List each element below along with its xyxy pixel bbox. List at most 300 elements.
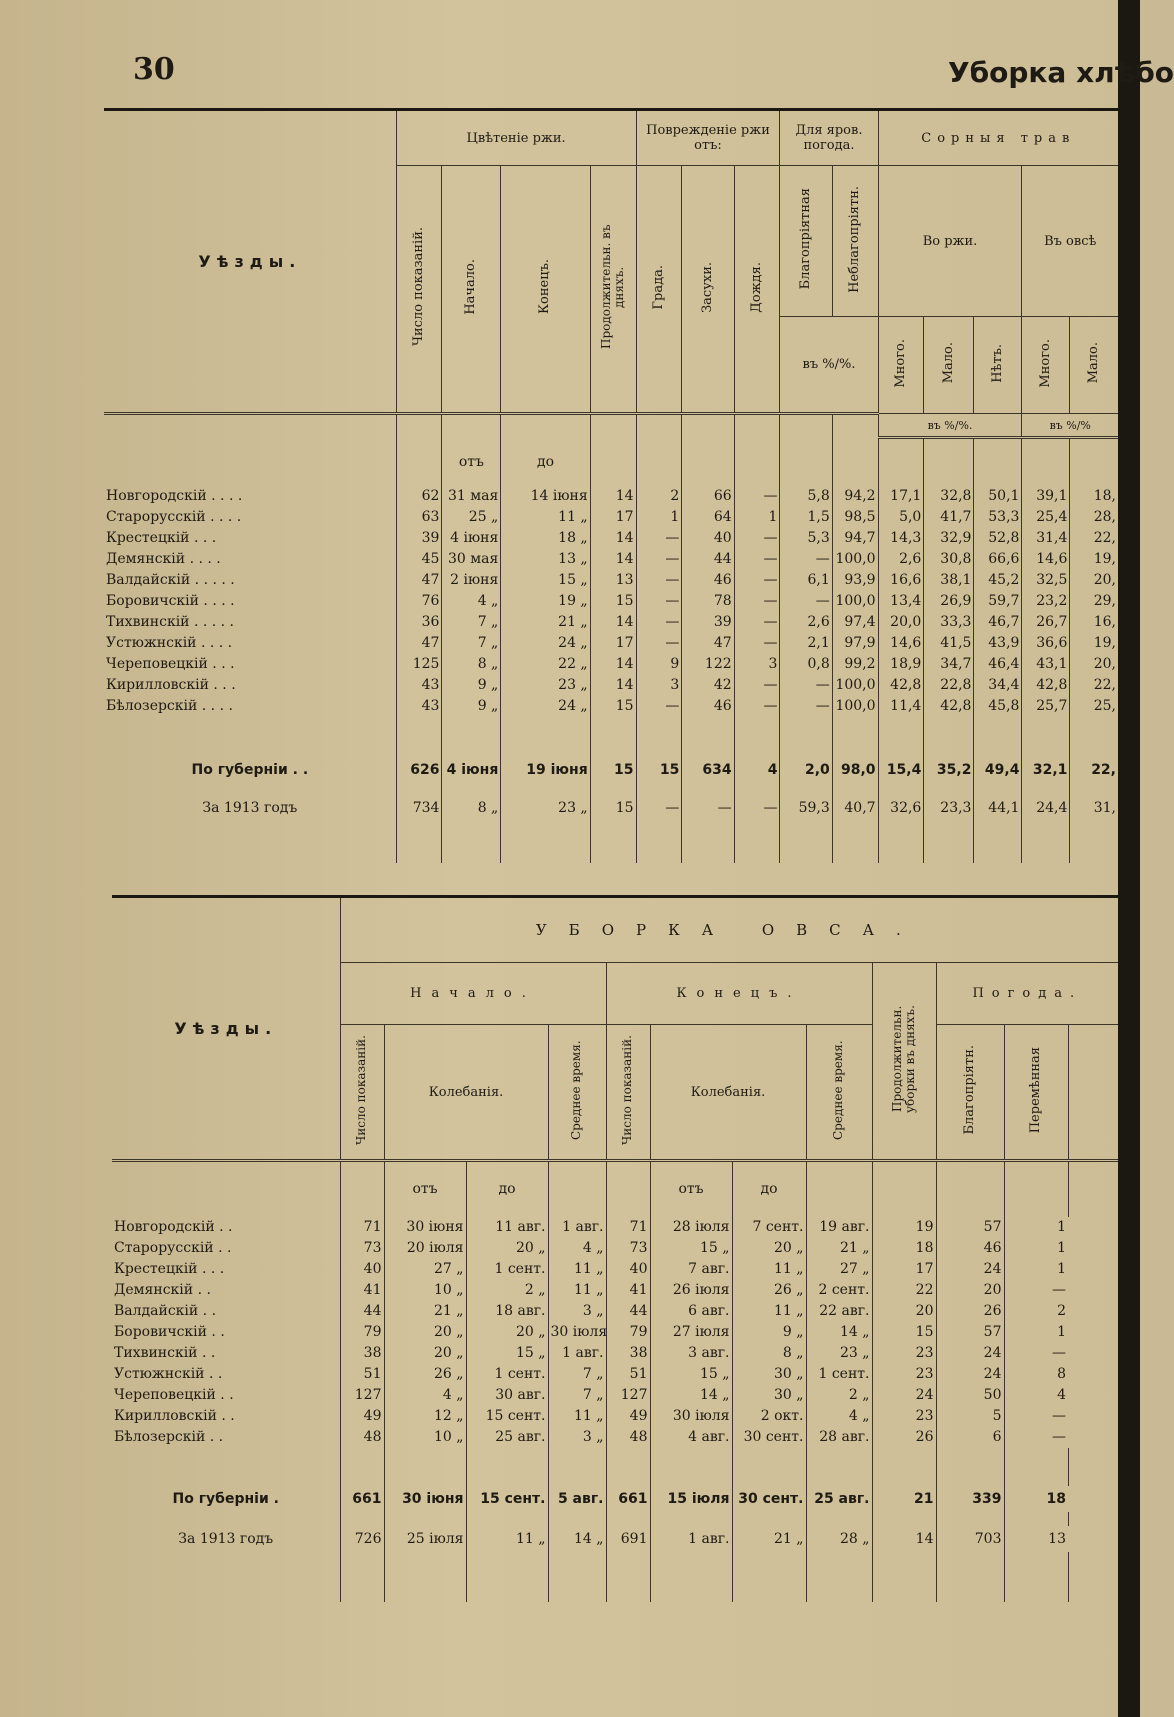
row-cell: —	[636, 696, 682, 717]
row-cell: 18,9	[878, 654, 924, 675]
row-cell: 11 „	[501, 507, 590, 528]
table-row	[104, 528, 1118, 549]
row-cell: 64	[682, 507, 734, 528]
row-cell: 2 сент.	[806, 1280, 872, 1301]
row-cell: 63	[396, 507, 442, 528]
row-cell: 39,1	[1022, 486, 1070, 507]
y1913-cell: 40,7	[832, 795, 878, 821]
row-cell: 47	[396, 570, 442, 591]
row-cell: 15 „	[466, 1343, 548, 1364]
row-cell: —	[734, 675, 780, 696]
row-cell: 45,8	[974, 696, 1022, 717]
row-cell: 7 авг.	[650, 1259, 732, 1280]
row-cell: 24	[936, 1364, 1004, 1385]
row-cell: 9	[636, 654, 682, 675]
row-cell: 2,6	[878, 549, 924, 570]
row-cell: 25 „	[442, 507, 501, 528]
y1913-cell: 23 „	[501, 795, 590, 821]
row-cell: 3	[734, 654, 780, 675]
group-oats: Въ овсѣ	[1022, 166, 1118, 317]
total-cell: 22,	[1070, 757, 1118, 783]
row-cell: 24 „	[501, 696, 590, 717]
row-cell: 9 „	[442, 675, 501, 696]
row-cell: 8 „	[442, 654, 501, 675]
row-cell: 28,	[1070, 507, 1118, 528]
row-cell: 26	[872, 1427, 936, 1448]
total-cell: 49,4	[974, 757, 1022, 783]
row-cell: 24	[872, 1385, 936, 1406]
row-name: Череповецкій . . .	[106, 656, 235, 672]
group-end: Конецъ.	[606, 963, 872, 1025]
row-cell: 66	[682, 486, 734, 507]
row-cell: 17,1	[878, 486, 924, 507]
y1913-cell: 8 „	[442, 795, 501, 821]
group-damage: Поврежденіе ржи отъ:	[636, 110, 780, 166]
unit-pct-3: въ %/%	[1022, 414, 1118, 438]
row-cell: 11 „	[548, 1259, 606, 1280]
table-row	[112, 1427, 1118, 1448]
row-cell: 14,6	[1022, 549, 1070, 570]
row-name: Устюжнскій . . . .	[106, 635, 233, 651]
row-cell: 10 „	[384, 1280, 466, 1301]
row-cell: 23	[872, 1364, 936, 1385]
row-cell: 30 іюля	[548, 1322, 606, 1343]
y1913-cell: 14	[872, 1526, 936, 1552]
total-cell: 15 сент.	[466, 1486, 548, 1512]
row-cell: 94,7	[832, 528, 878, 549]
row-cell: 16,6	[878, 570, 924, 591]
h-few: Мало.	[924, 317, 974, 414]
row-cell: 23	[872, 1343, 936, 1364]
row-cell: 17	[872, 1259, 936, 1280]
row-cell: 9 „	[732, 1322, 806, 1343]
row-cell: 1	[1004, 1259, 1068, 1280]
row-cell: 100,0	[832, 549, 878, 570]
total-cell: 626	[396, 757, 442, 783]
y1913-cell: —	[636, 795, 682, 821]
table-row	[112, 1301, 1118, 1322]
row-cell: 47	[396, 633, 442, 654]
row-cell: 27 „	[806, 1259, 872, 1280]
row-cell: 51	[340, 1364, 384, 1385]
y1913-cell: 23,3	[924, 795, 974, 821]
h-end: Конецъ.	[501, 166, 590, 414]
row-cell: 79	[340, 1322, 384, 1343]
total-cell: 15 іюля	[650, 1486, 732, 1512]
row-cell: 36,6	[1022, 633, 1070, 654]
oats-table-body	[112, 1217, 1118, 1448]
row-cell: 28 авг.	[806, 1427, 872, 1448]
h-duration: Продолжительн. въ дняхъ.	[590, 166, 636, 414]
row-cell: —	[734, 528, 780, 549]
row-cell: 46,4	[974, 654, 1022, 675]
row-cell: 36	[396, 612, 442, 633]
group-bloom: Цвѣтеніе ржи.	[396, 110, 636, 166]
row-cell: 8 „	[732, 1343, 806, 1364]
total-cell: 661	[606, 1486, 650, 1512]
h-many: Много.	[878, 317, 924, 414]
total-cell: 35,2	[924, 757, 974, 783]
row-cell: 41,7	[924, 507, 974, 528]
row-cell: —	[636, 549, 682, 570]
row-cell: 40	[682, 528, 734, 549]
row-cell: 53,3	[974, 507, 1022, 528]
row-cell: 25,4	[1022, 507, 1070, 528]
total-row	[104, 757, 1118, 783]
row-cell: 17	[590, 633, 636, 654]
row-cell: 13,4	[878, 591, 924, 612]
row-cell: 94,2	[832, 486, 878, 507]
row-cell: 24	[936, 1343, 1004, 1364]
total-cell: 5 авг.	[548, 1486, 606, 1512]
row-cell: —	[734, 633, 780, 654]
total-row-2	[112, 1486, 1118, 1512]
row-cell: 4 „	[442, 591, 501, 612]
row-cell: —	[1004, 1343, 1068, 1364]
h-avg-1: Среднее время.	[548, 1025, 606, 1161]
row-cell: 4	[1004, 1385, 1068, 1406]
row-cell: 7 „	[548, 1385, 606, 1406]
row-cell: 14	[590, 654, 636, 675]
row-cell: 5,0	[878, 507, 924, 528]
h-count-1: Число показаній.	[340, 1025, 384, 1161]
total-cell: 19 іюня	[501, 757, 590, 783]
row-cell: —	[1004, 1406, 1068, 1427]
y1913-cell: 726	[340, 1526, 384, 1552]
total-cell: 21	[872, 1486, 936, 1512]
row-cell: 19 авг.	[806, 1217, 872, 1238]
row-cell: —	[780, 549, 832, 570]
row-cell: 32,9	[924, 528, 974, 549]
table-row	[104, 549, 1118, 570]
row-cell: 14	[590, 612, 636, 633]
row-cell: 20 „	[384, 1322, 466, 1343]
row-cell: 0,8	[780, 654, 832, 675]
table-row	[104, 675, 1118, 696]
y1913-cell: 24,4	[1022, 795, 1070, 821]
h-count: Число показаній.	[396, 166, 442, 414]
row-cell: 22,8	[924, 675, 974, 696]
h-drought: Засухи.	[682, 166, 734, 414]
row-cell: 1 авг.	[548, 1217, 606, 1238]
row-cell: 2 „	[806, 1385, 872, 1406]
label-ot-2: отъ	[650, 1161, 732, 1217]
total-cell: 634	[682, 757, 734, 783]
row-cell: 25,	[1070, 696, 1118, 717]
table-row	[112, 1406, 1118, 1427]
row-cell: 46	[682, 570, 734, 591]
row-cell: 14,3	[878, 528, 924, 549]
row-cell: 6,1	[780, 570, 832, 591]
row-cell: 20 іюля	[384, 1238, 466, 1259]
row-cell: 3	[636, 675, 682, 696]
row-cell: 45,2	[974, 570, 1022, 591]
total-cell: 2,0	[780, 757, 832, 783]
row-cell: 23	[872, 1406, 936, 1427]
row-cell: 32,5	[1022, 570, 1070, 591]
row-cell: 31,4	[1022, 528, 1070, 549]
row-cell: 4 „	[548, 1238, 606, 1259]
table-row	[104, 507, 1118, 528]
row-cell: 30,8	[924, 549, 974, 570]
row-cell: 20	[936, 1280, 1004, 1301]
row-cell: 23 „	[806, 1343, 872, 1364]
row-cell: 97,4	[832, 612, 878, 633]
row-cell: —	[1004, 1427, 1068, 1448]
row-cell: 14	[590, 675, 636, 696]
rye-table-body	[104, 486, 1118, 717]
row-cell: 93,9	[832, 570, 878, 591]
row-cell: —	[780, 591, 832, 612]
h-good: Благопріятная	[780, 166, 832, 317]
row-cell: 14,6	[878, 633, 924, 654]
y1913-cell: 13	[1004, 1526, 1068, 1552]
label-do-2: до	[732, 1161, 806, 1217]
total-name: По губерніи . .	[191, 761, 309, 778]
row-cell: —	[734, 591, 780, 612]
table-row	[104, 696, 1118, 717]
total-cell: 30 іюня	[384, 1486, 466, 1512]
row-cell: 40	[340, 1259, 384, 1280]
y1913-cell: 32,6	[878, 795, 924, 821]
row-cell: 11,4	[878, 696, 924, 717]
row-cell: 18	[872, 1238, 936, 1259]
row-cell: 11 „	[548, 1406, 606, 1427]
row-cell: 40	[606, 1259, 650, 1280]
col-uezdy-header-2: Уѣзды.	[112, 897, 340, 1161]
row-cell: 50,1	[974, 486, 1022, 507]
y1913-cell: 703	[936, 1526, 1004, 1552]
row-cell: 42	[682, 675, 734, 696]
row-cell: 1	[1004, 1238, 1068, 1259]
row-cell: 100,0	[832, 591, 878, 612]
total-cell: 98,0	[832, 757, 878, 783]
row-cell: 44	[606, 1301, 650, 1322]
h-bad-2	[1068, 1025, 1118, 1161]
row-cell: 38	[340, 1343, 384, 1364]
row-cell: 7 „	[442, 633, 501, 654]
row-name: Крестецкій . . .	[106, 530, 217, 546]
group-rye: Во ржи.	[878, 166, 1022, 317]
row-cell: 27 „	[384, 1259, 466, 1280]
row-cell: 125	[396, 654, 442, 675]
row-cell: 44	[340, 1301, 384, 1322]
row-cell: 26 „	[732, 1280, 806, 1301]
row-cell: 14	[590, 549, 636, 570]
row-cell: 100,0	[832, 675, 878, 696]
h-range-1: Колебанія.	[384, 1025, 548, 1161]
oats-title: УБОРКА ОВСА.	[340, 897, 1118, 963]
row-cell: 76	[396, 591, 442, 612]
row-name: Демянскій . . . .	[106, 551, 221, 567]
table-row	[104, 612, 1118, 633]
row-cell: 5	[936, 1406, 1004, 1427]
row-cell: —	[636, 528, 682, 549]
label-do-1: до	[466, 1161, 548, 1217]
row-cell: —	[734, 549, 780, 570]
row-name: Новгородскій . . . .	[106, 488, 243, 504]
row-cell: 18,	[1070, 486, 1118, 507]
h-range-2: Колебанія.	[650, 1025, 806, 1161]
table-row	[112, 1364, 1118, 1385]
row-name: Бѣлозерскій . . . .	[106, 698, 233, 714]
row-cell: 5,3	[780, 528, 832, 549]
row-cell: —	[636, 591, 682, 612]
row-name: Тихвинскій . .	[114, 1345, 216, 1361]
row-cell: 52,8	[974, 528, 1022, 549]
row-cell: 11 „	[732, 1301, 806, 1322]
row-cell: 31 мая	[442, 486, 501, 507]
table-row	[112, 1343, 1118, 1364]
rye-table	[104, 108, 1118, 863]
row-cell: 79	[606, 1322, 650, 1343]
row-cell: 122	[682, 654, 734, 675]
total-cell: 661	[340, 1486, 384, 1512]
row-cell: 42,8	[878, 675, 924, 696]
row-cell: 1 сент.	[806, 1364, 872, 1385]
row-cell: 27 іюля	[650, 1322, 732, 1343]
row-cell: 30 „	[732, 1385, 806, 1406]
h-start: Начало.	[442, 166, 501, 414]
row-cell: 30 авг.	[466, 1385, 548, 1406]
row-cell: 3 „	[548, 1427, 606, 1448]
row-cell: 19 „	[501, 591, 590, 612]
table-row	[104, 654, 1118, 675]
row-cell: 2 „	[466, 1280, 548, 1301]
row-cell: 11 авг.	[466, 1217, 548, 1238]
table-row	[112, 1259, 1118, 1280]
row-cell: 11 „	[732, 1259, 806, 1280]
y1913-name: За 1913 годъ	[178, 1530, 274, 1547]
row-cell: 22	[872, 1280, 936, 1301]
row-cell: 49	[606, 1406, 650, 1427]
row-cell: 4 „	[384, 1385, 466, 1406]
row-cell: 38,1	[924, 570, 974, 591]
row-cell: 1	[1004, 1217, 1068, 1238]
y1913-cell: 28 „	[806, 1526, 872, 1552]
h-few-2: Мало.	[1070, 317, 1118, 414]
row-cell: 3 „	[548, 1301, 606, 1322]
y1913-cell: 11 „	[466, 1526, 548, 1552]
row-cell: 15 „	[501, 570, 590, 591]
col-uezdy-header: Уѣзды.	[104, 110, 396, 414]
total-cell: 15	[590, 757, 636, 783]
row-cell: 51	[606, 1364, 650, 1385]
row-cell: 41	[340, 1280, 384, 1301]
row-cell: 15	[872, 1322, 936, 1343]
row-cell: 21 „	[384, 1301, 466, 1322]
total-cell: 4	[734, 757, 780, 783]
row-cell: 24 „	[501, 633, 590, 654]
row-cell: 42,8	[1022, 675, 1070, 696]
y1913-cell: —	[682, 795, 734, 821]
row-cell: 19,	[1070, 633, 1118, 654]
row-cell: 15 „	[650, 1238, 732, 1259]
h-rain: Дождя.	[734, 166, 780, 414]
group-start: Начало.	[340, 963, 606, 1025]
row-name: Череповецкій . .	[114, 1387, 234, 1403]
row-cell: 26,7	[1022, 612, 1070, 633]
row-cell: 41	[606, 1280, 650, 1301]
row-cell: 18 авг.	[466, 1301, 548, 1322]
row-cell: 20,0	[878, 612, 924, 633]
row-cell: 25 авг.	[466, 1427, 548, 1448]
row-cell: 30 „	[732, 1364, 806, 1385]
row-cell: 5,8	[780, 486, 832, 507]
row-cell: 23 „	[501, 675, 590, 696]
y1913-cell: 44,1	[974, 795, 1022, 821]
row-cell: 46	[936, 1238, 1004, 1259]
row-cell: 71	[340, 1217, 384, 1238]
label-ot-1: отъ	[384, 1161, 466, 1217]
row-cell: 127	[340, 1385, 384, 1406]
row-cell: 1,5	[780, 507, 832, 528]
row-cell: 15	[590, 591, 636, 612]
row-cell: 21 „	[806, 1238, 872, 1259]
row-cell: 127	[606, 1385, 650, 1406]
row-cell: 62	[396, 486, 442, 507]
row-cell: 21 „	[501, 612, 590, 633]
row-cell: 34,7	[924, 654, 974, 675]
row-cell: 66,6	[974, 549, 1022, 570]
row-cell: 78	[682, 591, 734, 612]
h-dur-2: Продолжительн. уборки въ дняхъ.	[872, 963, 936, 1161]
row-cell: 30 іюля	[650, 1406, 732, 1427]
row-name: Новгородскій . .	[114, 1219, 233, 1235]
row-name: Крестецкій . . .	[114, 1261, 225, 1277]
table-row	[112, 1217, 1118, 1238]
row-cell: 14 іюня	[501, 486, 590, 507]
h-var-2: Перемѣнная	[1004, 1025, 1068, 1161]
total-cell: 32,1	[1022, 757, 1070, 783]
row-name: Валдайскій . .	[114, 1303, 217, 1319]
total-cell: 15	[636, 757, 682, 783]
row-cell: 22 авг.	[806, 1301, 872, 1322]
row-cell: 3 авг.	[650, 1343, 732, 1364]
row-cell: 16,	[1070, 612, 1118, 633]
row-name: Боровичскій . . . .	[106, 593, 235, 609]
row-cell: 1 сент.	[466, 1259, 548, 1280]
table-row	[104, 633, 1118, 654]
row-name: Кирилловскій . . .	[106, 677, 236, 693]
row-cell: 7 „	[548, 1364, 606, 1385]
total-cell: 15,4	[878, 757, 924, 783]
row-cell: 13	[590, 570, 636, 591]
row-cell: 26,9	[924, 591, 974, 612]
row-cell: 20 „	[732, 1238, 806, 1259]
row-cell: 30 іюня	[384, 1217, 466, 1238]
h-avg-2: Среднее время.	[806, 1025, 872, 1161]
row-cell: 34,4	[974, 675, 1022, 696]
table-row	[104, 591, 1118, 612]
y1913-cell: 31,	[1070, 795, 1118, 821]
row-cell: 98,5	[832, 507, 878, 528]
y1913-cell: 59,3	[780, 795, 832, 821]
table-row	[112, 1322, 1118, 1343]
row-cell: —	[636, 612, 682, 633]
row-cell: 99,2	[832, 654, 878, 675]
row-cell: 20 „	[466, 1238, 548, 1259]
row-name: Тихвинскій . . . . .	[106, 614, 235, 630]
group-weather: Для яров. погода.	[780, 110, 878, 166]
row-cell: 14	[590, 486, 636, 507]
row-cell: 46	[682, 696, 734, 717]
row-cell: 97,9	[832, 633, 878, 654]
y1913-cell: 15	[590, 795, 636, 821]
row-cell: —	[636, 570, 682, 591]
h-hail: Града.	[636, 166, 682, 414]
row-cell: 47	[682, 633, 734, 654]
